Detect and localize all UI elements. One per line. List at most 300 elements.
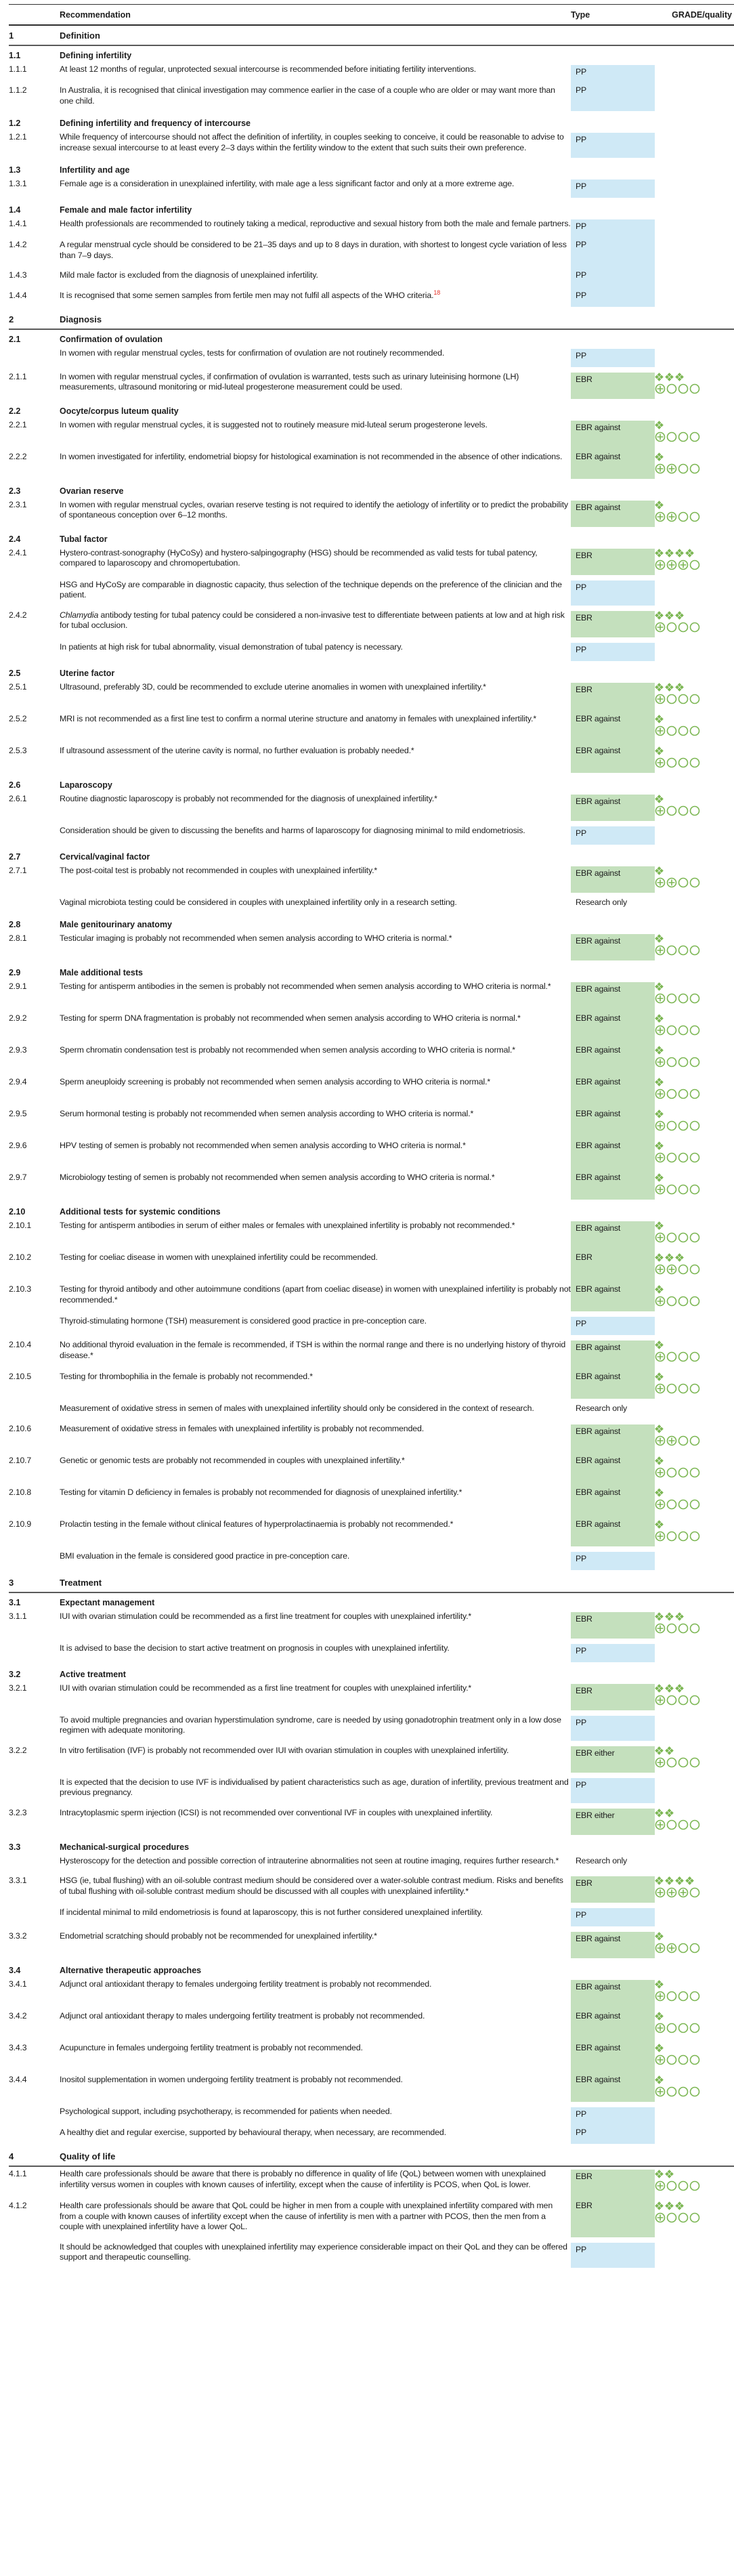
type-badge: EBR against (571, 1932, 655, 1958)
grade-quality-circles (655, 1531, 734, 1542)
grade-cell (655, 2105, 734, 2126)
grade-cell (655, 370, 734, 402)
subsection-header-row (9, 963, 734, 979)
type-badge: EBR against (571, 1107, 655, 1139)
recommendation-number: 2.7.1 (9, 865, 27, 875)
recommendation-row (9, 83, 734, 114)
grade-cell (655, 1370, 734, 1401)
grade-cell (655, 979, 734, 1011)
recommendation-row (9, 130, 734, 161)
recommendation-number (9, 1775, 60, 1806)
grade-cell (655, 83, 734, 114)
grade-cell (655, 2041, 734, 2073)
recommendation-number: 2.10.4 (9, 1340, 31, 1349)
grade-quality-circles (655, 1120, 734, 1131)
grade-cell (655, 1744, 734, 1775)
type-cell (571, 2126, 655, 2147)
grade-strength-diamonds (655, 1077, 734, 1087)
recommendation-row (9, 1517, 734, 1549)
grade-cell (655, 1977, 734, 2009)
type-badge: EBR (571, 373, 655, 399)
section-title: Defining infertility and frequency of intercourse (60, 119, 251, 128)
grade-quality-circles (655, 1943, 734, 1954)
grade-strength-diamonds (655, 1487, 734, 1498)
section-title: Tubal factor (60, 534, 108, 544)
grade-strength-diamonds (655, 933, 734, 944)
grade-cell (655, 546, 734, 578)
grade-strength-diamonds (655, 1683, 734, 1693)
type-badge: EBR (571, 1250, 655, 1282)
recommendation-number: 2.9.1 (9, 981, 27, 991)
type-badge: EBR against (571, 1075, 655, 1107)
grade-cell (655, 680, 734, 712)
type-badge: PP (571, 1778, 655, 1803)
section-number: 2.7 (9, 851, 21, 862)
recommendation-number: 2.10.2 (9, 1252, 31, 1262)
type-badge: PP (571, 349, 655, 367)
type-cell (571, 1485, 655, 1517)
section-number: 2 (9, 314, 14, 324)
recommendation-number: 2.9.6 (9, 1141, 27, 1150)
recommendation-text: Female age is a consideration in unexplained infertility, with male age a less significant factor and only at a more extreme age. (60, 179, 515, 188)
grade-quality-circles (655, 1695, 734, 1706)
section-number: 1.3 (9, 165, 21, 175)
subsection-header-row (9, 46, 734, 62)
grade-cell (655, 450, 734, 482)
section-title: Treatment (60, 1577, 102, 1588)
type-cell (571, 289, 655, 310)
grade-cell (655, 1422, 734, 1454)
recommendation-text: Health care professionals should be aware that QoL could be higher in men from a couple with unexplained infertility compared with men from a couple with known causes of infertility except when the cause of infertility is men with a partner with PCOS, then the men from a couple with unexplained infertility have a lower QoL. (60, 2201, 553, 2231)
recommendation-row (9, 1681, 734, 1713)
grade-quality-circles (655, 757, 734, 768)
grade-quality-circles (655, 559, 734, 570)
recommendation-row (9, 1011, 734, 1043)
recommendation-row (9, 578, 734, 608)
recommendation-number (9, 1713, 60, 1744)
grade-quality-circles (655, 431, 734, 442)
section-number: 2.1 (9, 334, 21, 344)
grade-quality-circles (655, 877, 734, 888)
column-header-type: Type (571, 10, 590, 20)
type-badge: PP (571, 2107, 655, 2126)
recommendation-text: Hysteroscopy for the detection and possible correction of intrauterine abnormalities not seen at routine imaging, requires further research.* (60, 1855, 559, 1865)
type-badge: EBR against (571, 1370, 655, 1399)
section-title: Expectant management (60, 1597, 155, 1607)
grade-cell (655, 1139, 734, 1170)
recommendation-row (9, 2240, 734, 2271)
recommendation-row (9, 1905, 734, 1929)
recommendation-text: In women with regular menstrual cycles, ovarian reserve testing is not required to identify the aetiology of infertility or to predict the probability of spontaneous conception over 6–12 months. (60, 499, 568, 520)
grade-cell (655, 1107, 734, 1139)
type-label: Research only (576, 1855, 628, 1865)
grade-quality-circles (655, 1435, 734, 1446)
grade-strength-diamonds (655, 1173, 734, 1183)
grade-strength-diamonds (655, 2043, 734, 2053)
type-cell (571, 2240, 655, 2271)
section-header-row (9, 2147, 734, 2167)
grade-quality-circles (655, 1757, 734, 1768)
recommendation-row (9, 2041, 734, 2073)
grade-strength-diamonds (655, 2201, 734, 2211)
type-cell (571, 238, 655, 268)
recommendation-number: 3.2.2 (9, 1745, 27, 1755)
grade-strength-diamonds (655, 1013, 734, 1023)
grade-quality-circles (655, 2054, 734, 2065)
grade-cell (655, 1314, 734, 1338)
section-title: Cervical/vaginal factor (60, 851, 150, 862)
recommendation-number: 4.1.2 (9, 2201, 27, 2210)
recommendation-row (9, 2073, 734, 2105)
type-cell (571, 370, 655, 402)
grade-cell (655, 1609, 734, 1641)
grade-strength-diamonds (655, 1109, 734, 1119)
type-cell (571, 2105, 655, 2126)
type-badge: EBR against (571, 2073, 655, 2102)
type-cell (571, 1681, 655, 1713)
recommendation-number: 3.4.3 (9, 2043, 27, 2052)
grade-quality-circles (655, 694, 734, 704)
recommendation-text: In women with regular menstrual cycles, tests for confirmation of ovulation are not routinely recommended. (60, 347, 445, 358)
type-badge: EBR against (571, 934, 655, 960)
recommendation-text: At least 12 months of regular, unprotected sexual intercourse is recommended before initiating fertility interventions. (60, 64, 477, 74)
recommendation-number (9, 1314, 60, 1338)
recommendation-number: 3.2.1 (9, 1683, 27, 1693)
type-badge: PP (571, 65, 655, 83)
recommendation-row (9, 1454, 734, 1485)
type-cell (571, 1929, 655, 1961)
section-number: 4 (9, 2151, 14, 2161)
recommendation-text: It should be acknowledged that couples with unexplained infertility may experience considerable impact on their QoL and they can be offered support and therapeutic counselling. (60, 2241, 567, 2262)
recommendation-row (9, 1401, 734, 1422)
type-badge: PP (571, 1908, 655, 1926)
type-badge: EBR against (571, 450, 655, 479)
grade-cell (655, 1219, 734, 1250)
recommendation-number: 2.6.1 (9, 793, 27, 803)
recommendation-text: In women with regular menstrual cycles, it is suggested not to routinely measure mid-luteal serum progesterone levels. (60, 419, 488, 429)
recommendation-number: 2.4.1 (9, 547, 27, 557)
recommendation-row (9, 177, 734, 200)
type-badge: EBR against (571, 1980, 655, 2009)
type-badge: EBR against (571, 1282, 655, 1311)
recommendation-row (9, 895, 734, 916)
type-cell (571, 346, 655, 370)
type-badge: EBR against (571, 1170, 655, 1200)
type-badge: EBR (571, 1612, 655, 1639)
section-title: Male additional tests (60, 968, 143, 977)
recommendation-row (9, 498, 734, 530)
type-badge: EBR against (571, 501, 655, 527)
subsection-header-row (9, 1593, 734, 1609)
recommendation-number: 3.3.2 (9, 1931, 27, 1941)
grade-cell (655, 864, 734, 895)
type-cell (571, 608, 655, 640)
grade-strength-diamonds (655, 2011, 734, 2021)
recommendation-row (9, 1219, 734, 1250)
column-header-recommendation: Recommendation (60, 10, 131, 20)
type-badge: PP (571, 1716, 655, 1741)
recommendation-number: 2.5.3 (9, 745, 27, 755)
subsection-header-row (9, 776, 734, 792)
recommendation-row (9, 1043, 734, 1075)
recommendation-number: 2.4.2 (9, 610, 27, 620)
recommendation-number: 1.1.1 (9, 64, 27, 74)
type-badge: EBR against (571, 1011, 655, 1043)
type-cell (571, 2073, 655, 2105)
type-cell (571, 864, 655, 895)
type-cell (571, 1043, 655, 1075)
recommendation-number (9, 895, 60, 916)
recommendation-row (9, 712, 734, 744)
grade-strength-diamonds (655, 1340, 734, 1350)
recommendation-row (9, 640, 734, 664)
recommendation-number: 3.4.2 (9, 2011, 27, 2021)
recommendation-row (9, 238, 734, 268)
recommendation-text: Intracytoplasmic sperm injection (ICSI) is not recommended over conventional IVF in couples with unexplained infertility. (60, 1807, 493, 1817)
section-title: Quality of life (60, 2151, 116, 2161)
section-title: Laparoscopy (60, 780, 112, 790)
grade-strength-diamonds (655, 1424, 734, 1434)
recommendation-row (9, 1370, 734, 1401)
grade-strength-diamonds (655, 1221, 734, 1231)
recommendation-number: 2.9.3 (9, 1045, 27, 1055)
section-number: 2.8 (9, 920, 21, 929)
recommendation-row (9, 450, 734, 482)
recommendation-row (9, 370, 734, 402)
recommendation-text: Measurement of oxidative stress in females with unexplained infertility is probably not recommended. (60, 1423, 425, 1433)
recommendation-number: 2.9.5 (9, 1109, 27, 1118)
type-cell (571, 1219, 655, 1250)
recommendation-row (9, 1170, 734, 1202)
section-number: 3 (9, 1577, 14, 1588)
recommendation-number: 3.1.1 (9, 1611, 27, 1621)
grade-quality-circles (655, 1264, 734, 1275)
recommendation-text: In vitro fertilisation (IVF) is probably not recommended over IUI with ovarian stimulation in couples with unexplained infertility. (60, 1745, 509, 1755)
type-cell (571, 1905, 655, 1929)
section-title: Female and male factor infertility (60, 205, 192, 215)
grade-quality-circles (655, 1025, 734, 1036)
recommendation-text: Routine diagnostic laparoscopy is probably not recommended for the diagnosis of unexplained infertility.* (60, 793, 437, 803)
type-badge: EBR (571, 683, 655, 712)
column-header-grade: GRADE/quality (672, 10, 732, 20)
grade-cell (655, 289, 734, 310)
recommendation-text: Psychological support, including psychotherapy, is recommended for patients when needed. (60, 2107, 392, 2116)
header-spacer (9, 5, 60, 24)
type-cell (571, 418, 655, 450)
grade-strength-diamonds (655, 981, 734, 992)
recommendation-number: 2.2.1 (9, 419, 27, 429)
recommendation-text: Testing for thyroid antibody and other autoimmune conditions (apart from coeliac disease) in women with unexplained infertility is probably not recommended.* (60, 1284, 571, 1305)
recommendation-text: In women with regular menstrual cycles, if confirmation of ovulation is warranted, tests such as urinary luteinising hormone (LH) measurements, ultrasound monitoring or mid-luteal progesterone measurement could be used. (60, 371, 519, 392)
grade-quality-circles (655, 2023, 734, 2033)
type-badge: PP (571, 219, 655, 238)
grade-quality-circles (655, 383, 734, 394)
type-badge: EBR (571, 2199, 655, 2237)
grade-cell (655, 238, 734, 268)
subsection-header-row (9, 402, 734, 418)
recommendation-number: 4.1.1 (9, 2169, 27, 2178)
recommendation-row (9, 864, 734, 895)
recommendation-number: 2.5.2 (9, 713, 27, 723)
recommendation-number (9, 1641, 60, 1665)
type-badge: EBR (571, 1876, 655, 1903)
grade-cell (655, 1641, 734, 1665)
recommendation-number (9, 1401, 60, 1422)
table-body (9, 26, 734, 2271)
recommendation-text: BMI evaluation in the female is considered good practice in pre-conception care. (60, 1550, 350, 1561)
type-cell (571, 62, 655, 83)
grade-cell (655, 1775, 734, 1806)
recommendation-row (9, 1977, 734, 2009)
recommendation-row (9, 1775, 734, 1806)
subsection-header-row (9, 114, 734, 130)
grade-quality-circles (655, 805, 734, 816)
grade-quality-circles (655, 511, 734, 522)
grade-cell (655, 1854, 734, 1874)
grade-quality-circles (655, 945, 734, 956)
recommendation-text: Testing for antisperm antibodies in serum of either males or females with unexplained infertility is probably not recommended.* (60, 1221, 515, 1230)
recommendation-row (9, 1854, 734, 1874)
recommendation-number: 2.10.9 (9, 1519, 31, 1529)
type-badge: EBR against (571, 2009, 655, 2041)
grade-quality-circles (655, 1819, 734, 1830)
recommendation-text: Hystero-contrast-sonography (HyCoSy) and hystero-salpingography (HSG) should be recommended as valid tests for tubal patency, compared to laparoscopy and chromopertubation. (60, 547, 538, 568)
type-badge: EBR against (571, 1517, 655, 1546)
grade-quality-circles (655, 1152, 734, 1163)
recommendation-number: 2.10.5 (9, 1372, 31, 1381)
subsection-header-row (9, 482, 734, 498)
type-label: Research only (576, 1403, 628, 1413)
grade-strength-diamonds (655, 1519, 734, 1529)
recommendation-text: Consideration should be given to discussing the benefits and harms of laparoscopy for diagnosing minimal to mild endometriosis. (60, 825, 525, 835)
subsection-header-row (9, 161, 734, 177)
grade-quality-circles (655, 2180, 734, 2191)
subsection-header-row (9, 915, 734, 931)
type-cell (571, 1401, 655, 1422)
type-badge: PP (571, 180, 655, 198)
type-cell (571, 1282, 655, 1314)
type-cell (571, 1075, 655, 1107)
type-badge: EBR against (571, 2041, 655, 2073)
recommendation-text: Sperm chromatin condensation test is probably not recommended when semen analysis according to WHO criteria is normal.* (60, 1045, 515, 1055)
type-badge: EBR against (571, 1485, 655, 1517)
recommendation-text: If incidental minimal to mild endometriosis is found at laparoscopy, this is not further considered unexplained infertility. (60, 1907, 483, 1917)
type-cell (571, 1874, 655, 1905)
type-badge: EBR against (571, 421, 655, 450)
recommendation-text: While frequency of intercourse should not affect the definition of infertility, in couples seeking to conceive, it could be reasonable to advise to increase sexual intercourse to at least every 2–3 days within the fertility window to the extent that such suits their own preference. (60, 132, 564, 152)
subsection-header-row (9, 1665, 734, 1681)
grade-cell (655, 1517, 734, 1549)
grade-quality-circles (655, 463, 734, 474)
grade-cell (655, 1043, 734, 1075)
grade-strength-diamonds (655, 1979, 734, 1989)
type-cell (571, 931, 655, 963)
recommendation-text: Ultrasound, preferably 3D, could be recommended to exclude uterine anomalies in women with unexplained infertility.* (60, 681, 486, 692)
recommendation-number: 2.9.2 (9, 1013, 27, 1023)
recommendation-text: A healthy diet and regular exercise, supported by behavioural therapy, when necessary, are recommended. (60, 2128, 446, 2137)
recommendation-text: Testing for thrombophilia in the female is probably not recommended.* (60, 1372, 313, 1381)
section-title: Confirmation of ovulation (60, 334, 163, 344)
type-cell (571, 1806, 655, 1838)
section-number: 1.4 (9, 205, 21, 215)
recommendation-text: In women investigated for infertility, endometrial biopsy for histological examination is not recommended in the absence of other indications. (60, 451, 563, 461)
recommendation-text: Sperm aneuploidy screening is probably not recommended when semen analysis according to WHO criteria is normal.* (60, 1077, 491, 1086)
recommendation-number (9, 1905, 60, 1929)
section-title: Infertility and age (60, 165, 130, 175)
grade-quality-circles (655, 993, 734, 1004)
grade-quality-circles (655, 1499, 734, 1510)
recommendation-row (9, 2009, 734, 2041)
type-cell (571, 1517, 655, 1549)
section-title: Uterine factor (60, 668, 115, 678)
recommendation-row (9, 1929, 734, 1961)
section-number: 1.1 (9, 51, 21, 60)
recommendation-number: 3.3.1 (9, 1876, 27, 1885)
recommendation-row (9, 1874, 734, 1905)
grade-cell (655, 1075, 734, 1107)
recommendation-text: Measurement of oxidative stress in semen of males with unexplained infertility should only be considered in the context of research. (60, 1403, 534, 1413)
grade-cell (655, 217, 734, 238)
grade-quality-circles (655, 725, 734, 736)
type-cell (571, 2167, 655, 2199)
recommendation-number: 2.10.6 (9, 1423, 31, 1433)
recommendation-text: The post-coital test is probably not recommended in couples with unexplained infertility.* (60, 865, 378, 875)
grade-cell (655, 1485, 734, 1517)
recommendation-row (9, 792, 734, 824)
type-cell (571, 1744, 655, 1775)
grade-strength-diamonds (655, 1808, 734, 1818)
section-title: Alternative therapeutic approaches (60, 1966, 202, 1975)
recommendation-text: In patients at high risk for tubal abnormality, visual demonstration of tubal patency is necessary. (60, 641, 403, 652)
type-label: Research only (576, 897, 628, 907)
grade-cell (655, 1338, 734, 1370)
recommendation-number (9, 1854, 60, 1874)
type-badge: PP (571, 643, 655, 661)
recommendation-row (9, 1075, 734, 1107)
subsection-header-row (9, 330, 734, 346)
type-cell (571, 578, 655, 608)
grade-cell (655, 1713, 734, 1744)
grade-cell (655, 712, 734, 744)
type-cell (571, 2009, 655, 2041)
type-cell (571, 2041, 655, 2073)
recommendation-row (9, 1422, 734, 1454)
type-badge: EBR against (571, 866, 655, 893)
recommendation-number: 3.4.4 (9, 2075, 27, 2084)
section-title: Defining infertility (60, 51, 132, 60)
recommendation-text: Testicular imaging is probably not recommended when semen analysis according to WHO criteria is normal.* (60, 933, 452, 943)
recommendation-text: Genetic or genomic tests are probably not recommended in couples with unexplained infertility.* (60, 1455, 405, 1465)
type-badge: PP (571, 2126, 655, 2144)
recommendation-text: Health professionals are recommended to routinely taking a medical, reproductive and sexual history from both the male and female partners. (60, 219, 571, 228)
grade-quality-circles (655, 1383, 734, 1394)
recommendation-text: Testing for coeliac disease in women with unexplained infertility could be recommended. (60, 1252, 378, 1262)
recommendation-row (9, 2199, 734, 2240)
recommendation-row (9, 346, 734, 370)
type-badge: EBR (571, 549, 655, 575)
type-badge: PP (571, 1317, 655, 1335)
recommendation-text: No additional thyroid evaluation in the female is recommended, if TSH is within the normal range and there is no underlying history of thyroid disease.* (60, 1340, 566, 1360)
type-cell (571, 1609, 655, 1641)
grade-strength-diamonds (655, 1611, 734, 1622)
recommendation-text: MRI is not recommended as a first line test to confirm a normal uterine structure and anatomy in females with unexplained infertility.* (60, 713, 537, 723)
grade-quality-circles (655, 2212, 734, 2223)
grade-quality-circles (655, 1296, 734, 1307)
type-cell (571, 130, 655, 161)
grade-cell (655, 2167, 734, 2199)
grade-cell (655, 1874, 734, 1905)
grade-cell (655, 744, 734, 776)
